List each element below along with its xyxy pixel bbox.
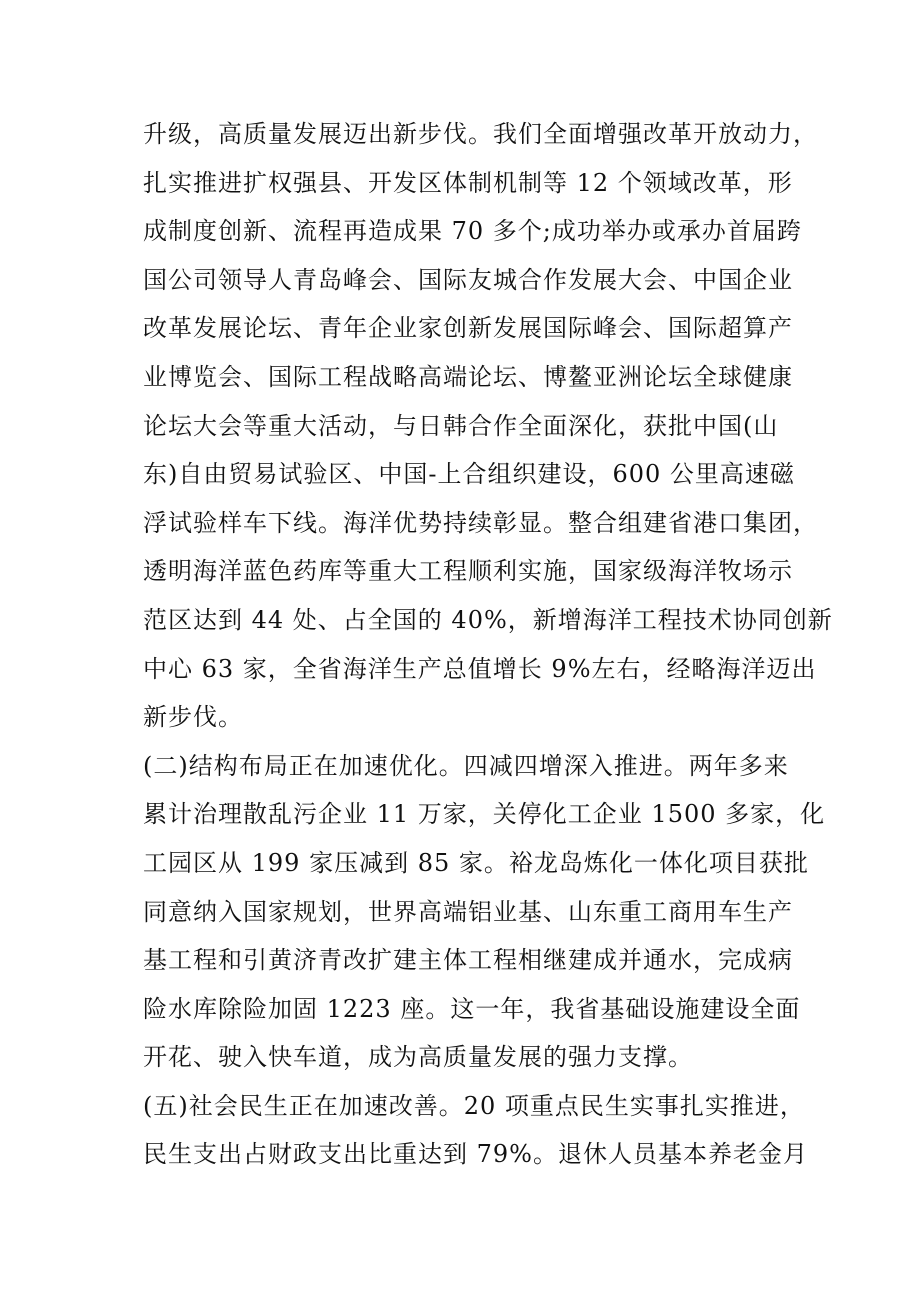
text-line: 扎实推进扩权强县、开发区体制机制等 12 个领域改革，形 (143, 168, 793, 197)
text-line: 范区达到 44 处、占全国的 40%，新增海洋工程技术协同创新 (143, 605, 833, 634)
text-line: 国公司领导人青岛峰会、国际友城合作发展大会、中国企业 (143, 265, 793, 294)
body-text (143, 110, 833, 1179)
text-line: 业博览会、国际工程战略高端论坛、博鳌亚洲论坛全球健康 (143, 362, 793, 391)
text-line: 累计治理散乱污企业 11 万家，关停化工企业 1500 多家，化 (143, 800, 826, 829)
text-line: 东)自由贸易试验区、中国-上合组织建设，600 公里高速磁 (143, 460, 795, 489)
text-line: (五)社会民生正在加速改善。20 项重点民生实事扎实推进， (143, 1091, 805, 1120)
text-line: 透明海洋蓝色药库等重大工程顺利实施，国家级海洋牧场示 (143, 557, 793, 586)
text-line: 工园区从 199 家压减到 85 家。裕龙岛炼化一体化项目获批 (143, 848, 809, 877)
text-line: 论坛大会等重大活动，与日韩合作全面深化，获批中国(山 (143, 411, 779, 440)
text-line: 开花、驶入快车道，成为高质量发展的强力支撑。 (143, 1043, 693, 1072)
text-line: 改革发展论坛、青年企业家创新发展国际峰会、国际超算产 (143, 314, 793, 343)
text-line: 浮试验样车下线。海洋优势持续彰显。整合组建省港口集团， (143, 508, 818, 537)
text-line: 基工程和引黄济青改扩建主体工程相继建成并通水，完成病 (143, 946, 793, 975)
text-line: 中心 63 家，全省海洋生产总值增长 9%左右，经略海洋迈出 (143, 654, 817, 683)
text-line: 升级，高质量发展迈出新步伐。我们全面增强改革开放动力， (143, 120, 818, 148)
text-line: 民生支出占财政支出比重达到 79%。退休人员基本养老金月 (143, 1140, 808, 1169)
text-line: 险水库除险加固 1223 座。这一年，我省基础设施建设全面 (143, 994, 801, 1023)
text-line: 同意纳入国家规划，世界高端铝业基、山东重工商用车生产 (143, 897, 793, 926)
text-line: (二)结构布局正在加速优化。四减四增深入推进。两年多来 (143, 751, 789, 780)
text-line: 成制度创新、流程再造成果 70 多个;成功举办或承办首届跨 (143, 217, 802, 246)
text-line: 新步伐。 (143, 703, 243, 732)
